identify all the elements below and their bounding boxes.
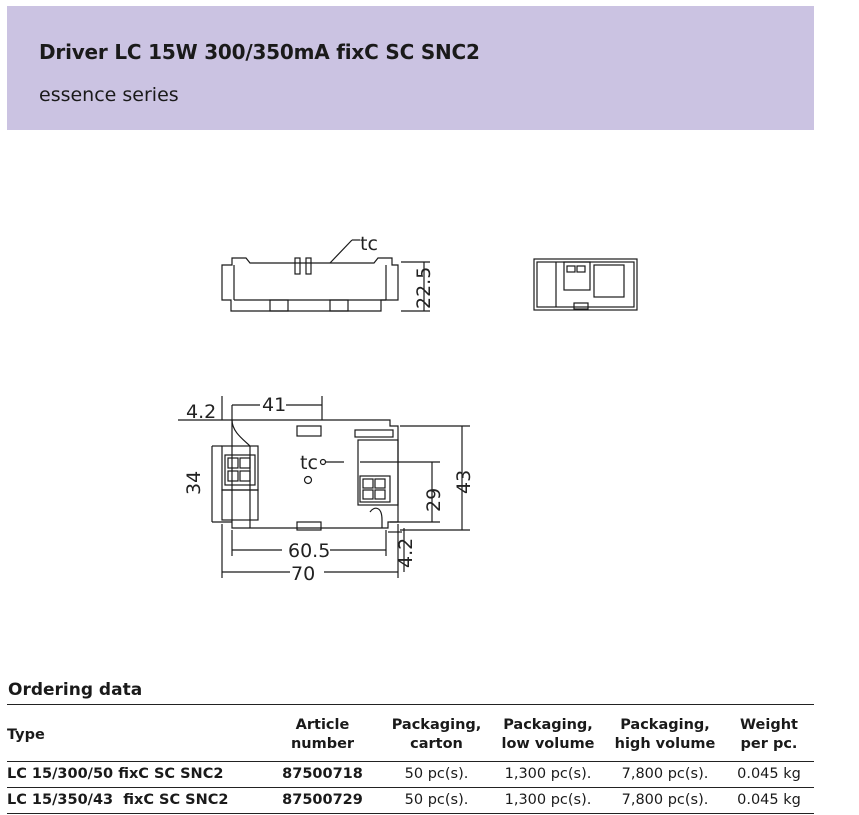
col-packaging-carton: Packaging, carton	[391, 717, 482, 752]
col-weight: Weight per pc.	[740, 717, 798, 752]
row-type: LC 15/300/50 fixC SC SNC2	[7, 762, 262, 788]
dim-60-5-label: 60.5	[288, 540, 331, 562]
row-article: 87500718	[262, 762, 383, 788]
side-view	[222, 240, 430, 311]
ordering-table	[7, 709, 814, 814]
product-series: essence series	[39, 84, 179, 106]
dim-70-label: 70	[291, 563, 316, 585]
row-high: 7,800 pc(s).	[606, 788, 724, 814]
row-high: 7,800 pc(s).	[606, 762, 724, 788]
table-header-row	[7, 709, 814, 762]
dim-34-label: 34	[183, 470, 205, 495]
dim-4-2-bottom-label: 4.2	[395, 537, 417, 568]
dim-41-label: 41	[262, 394, 287, 416]
row-low: 1,300 pc(s).	[490, 788, 606, 814]
height-22-5-label: 22.5	[413, 266, 435, 309]
col-type: Type	[7, 726, 45, 743]
row-low: 1,300 pc(s).	[490, 762, 606, 788]
table-row	[7, 788, 814, 814]
product-title: Driver LC 15W 300/350mA fixC SC SNC2	[39, 40, 480, 64]
row-carton: 50 pc(s).	[383, 788, 490, 814]
dim-43-label: 43	[453, 469, 475, 494]
row-weight: 0.045 kg	[724, 788, 814, 814]
row-article: 87500729	[262, 788, 383, 814]
end-view	[534, 259, 637, 310]
col-packaging-low: Packaging, low volume	[501, 717, 595, 752]
col-packaging-high: Packaging, high volume	[614, 717, 716, 752]
ordering-data-title: Ordering data	[8, 680, 143, 700]
section-rule	[7, 704, 814, 705]
dim-4-2-top-label: 4.2	[186, 401, 217, 423]
tc-side-label: tc	[360, 233, 378, 255]
row-carton: 50 pc(s).	[383, 762, 490, 788]
table-row	[7, 762, 814, 788]
row-weight: 0.045 kg	[724, 762, 814, 788]
row-type: LC 15/350/43 fixC SC SNC2	[7, 788, 262, 814]
dim-29-label: 29	[423, 487, 445, 512]
col-article-number: Article number	[290, 717, 355, 752]
tc-top-label: tc	[300, 452, 318, 474]
